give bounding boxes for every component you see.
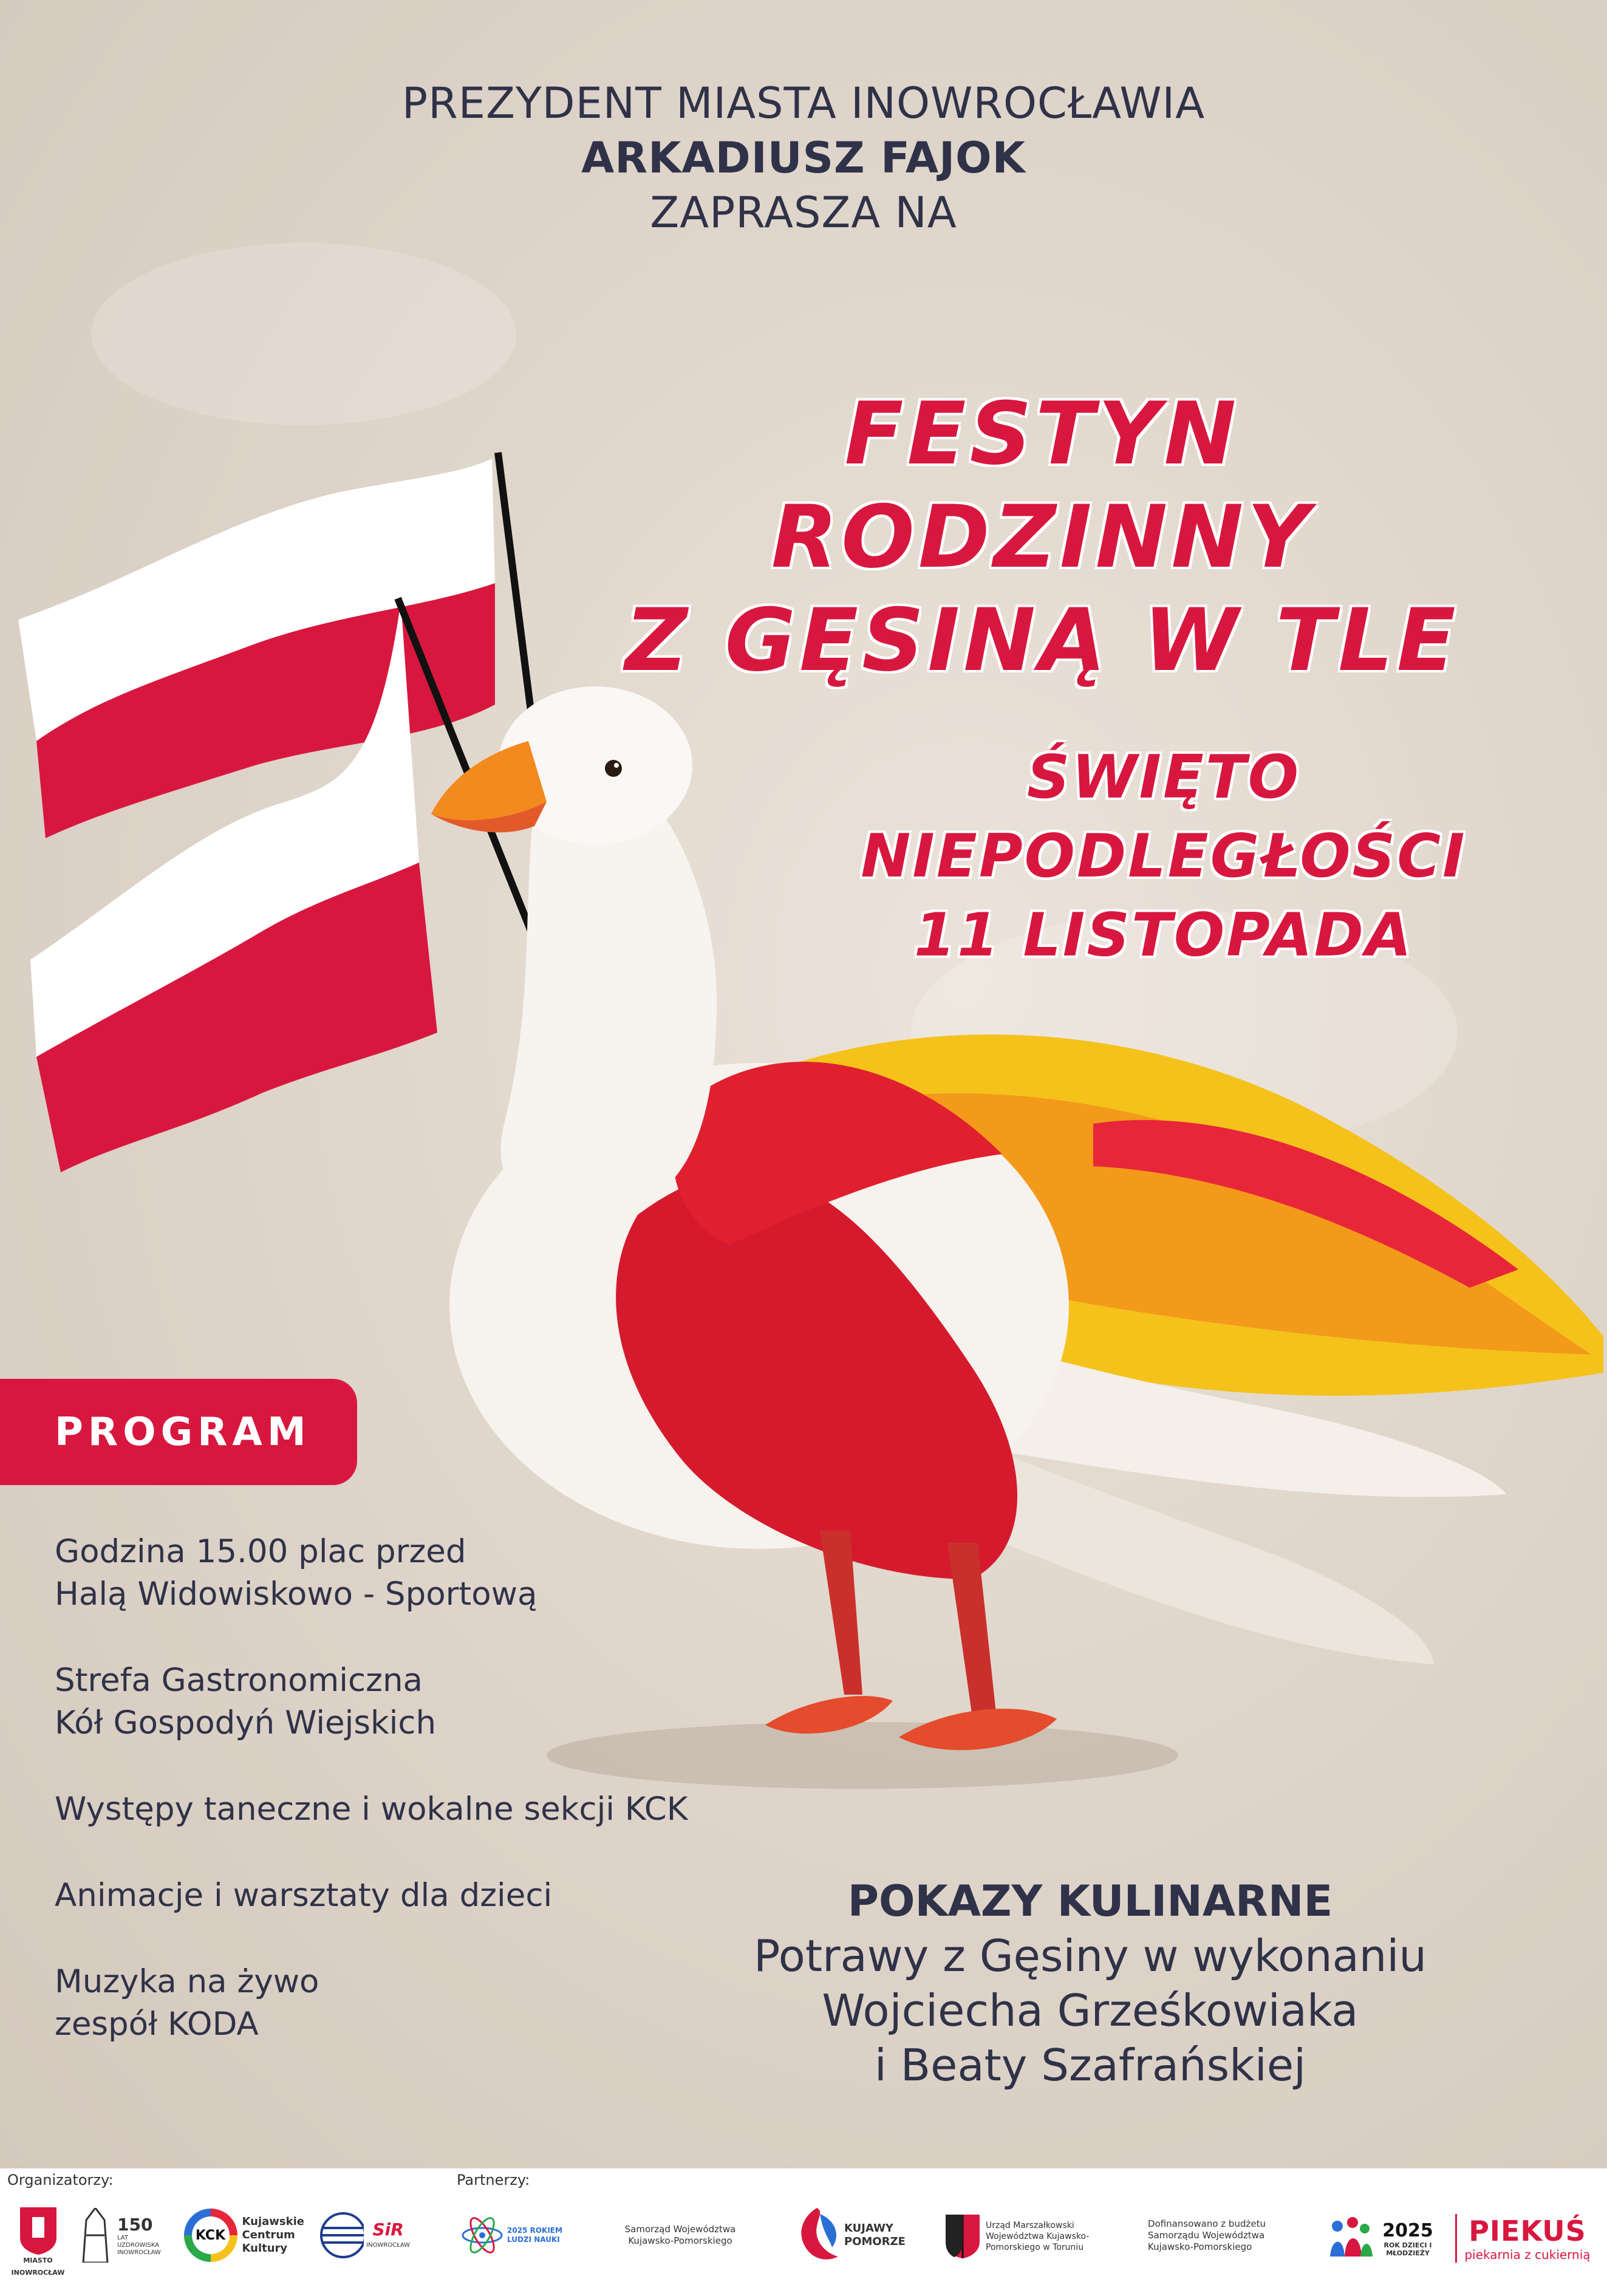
- children-icon: [1325, 2214, 1374, 2263]
- culinary-section: [711, 1874, 1470, 2093]
- festival-title: [568, 383, 1516, 692]
- program-item: [55, 1788, 723, 1831]
- header-line-1: PREZYDENT MIASTA INOWROCŁAWIA: [401, 78, 1206, 128]
- logo-text: 2025 ROKIEM LUDZI NAUKI: [507, 2226, 562, 2244]
- header: [0, 76, 1607, 240]
- title-line-2: Z GĘSINĄ W TLE: [625, 590, 1459, 691]
- logo-dofinansowano: [1148, 2205, 1294, 2266]
- logo-kck: [181, 2199, 315, 2272]
- culinary-line: Potrawy z Gęsiny w wykonaniu: [753, 1930, 1427, 1981]
- program-item-line: zespół KODA: [55, 2006, 259, 2043]
- program-list: [55, 1531, 723, 2089]
- logo-rok-ludzi-nauki: [457, 2205, 578, 2266]
- program-item-line: Animacje i warsztaty dla dzieci: [55, 1877, 553, 1914]
- atom-icon: [461, 2214, 503, 2257]
- subtitle-line-1: ŚWIĘTO: [1026, 743, 1301, 812]
- logo-text: ROK DZIECI I MŁODZIEŻY: [1384, 2241, 1432, 2257]
- logo-number: 150: [117, 2214, 153, 2235]
- voivodeship-crest-icon: [946, 2215, 980, 2258]
- culinary-line: Wojciecha Grześkowiaka: [822, 1985, 1359, 2036]
- logo-number: 2025: [1382, 2219, 1433, 2241]
- title-line-1: FESTYN RODZINNY: [771, 384, 1314, 587]
- program-item-line: Halą Widowiskowo - Sportową: [55, 1576, 537, 1613]
- logo-kujawy-pomorze: [783, 2199, 917, 2272]
- kck-mark-icon: [184, 2209, 237, 2262]
- logo-urzad-marszalkowski: [935, 2200, 1117, 2273]
- kujawy-pomorze-mark-icon: [790, 2205, 844, 2266]
- subtitle-line-3: 11 LISTOPADA: [913, 901, 1413, 970]
- program-item-line: Godzina 15.00 plac przed: [55, 1533, 466, 1570]
- city-crest-icon: [20, 2207, 56, 2255]
- culinary-line: i Beaty Szafrańskiej: [874, 2040, 1306, 2091]
- logo-mark: KCK: [192, 2216, 230, 2254]
- logo-sir: [319, 2205, 410, 2266]
- program-item-line: Strefa Gastronomiczna: [55, 1662, 423, 1699]
- partners-label: Partnerzy:: [457, 2171, 530, 2188]
- holiday-subtitle: [860, 738, 1467, 975]
- organizers-label: Organizatorzy:: [7, 2171, 114, 2188]
- logo-rok-dzieci-mlodziezy: [1321, 2202, 1442, 2275]
- logo-text: piekarnia z cukiernią: [1464, 2247, 1591, 2262]
- logo-piekus: [1448, 2205, 1597, 2272]
- logo-text: INOWROCŁAW: [366, 2241, 410, 2249]
- logo-mark: SiR: [372, 2219, 404, 2240]
- logo-mark: PIEKUŚ: [1469, 2215, 1586, 2247]
- program-item: [55, 1874, 723, 1917]
- logo-text: Kujawskie Centrum Kultury: [242, 2215, 304, 2255]
- background-texture: [91, 243, 516, 425]
- logo-samorzad-wojewodztwa: [619, 2211, 741, 2260]
- logo-text: Samorząd Województwa Kujawsko-Pomorskiego: [624, 2224, 736, 2246]
- subtitle-line-2: NIEPODLEGŁOŚCI: [861, 822, 1467, 891]
- logo-text: Dofinansowano z budżetu Samorządu Województwa Kujawsko-Pomorskiego: [1148, 2218, 1266, 2252]
- program-badge: PROGRAM: [0, 1379, 357, 1485]
- program-item-line: Występy taneczne i wokalne sekcji KCK: [55, 1791, 688, 1828]
- program-item-line: Muzyka na żywo: [55, 1963, 319, 2000]
- logo-text: Urząd Marszałkowski Województwa Kujawsko-Pomorskiego w Toruniu: [986, 2221, 1090, 2252]
- logo-text: MIASTO INOWROCŁAW: [11, 2257, 65, 2277]
- header-line-3: ZAPRASZA NA: [650, 188, 957, 237]
- program-item: [55, 1659, 723, 1744]
- divider: [1455, 2214, 1457, 2263]
- culinary-title: POKAZY KULINARNE: [847, 1876, 1333, 1926]
- program-item-line: Kół Gospodyń Wiejskich: [55, 1704, 437, 1741]
- logo-text: LAT UZDROWISKA INOWROCŁAW: [117, 2234, 161, 2256]
- program-item: [55, 1961, 723, 2046]
- sir-globe-icon: [319, 2211, 364, 2260]
- logo-150-lat-uzdrowiska: [73, 2202, 176, 2269]
- tower-icon: [77, 2208, 114, 2263]
- program-item: [55, 1531, 723, 1616]
- logo-text: KUJAWY POMORZE: [844, 2222, 906, 2248]
- header-name: ARKADIUSZ FAJOK: [581, 133, 1026, 183]
- logo-miasto-inowroclaw: [9, 2198, 67, 2289]
